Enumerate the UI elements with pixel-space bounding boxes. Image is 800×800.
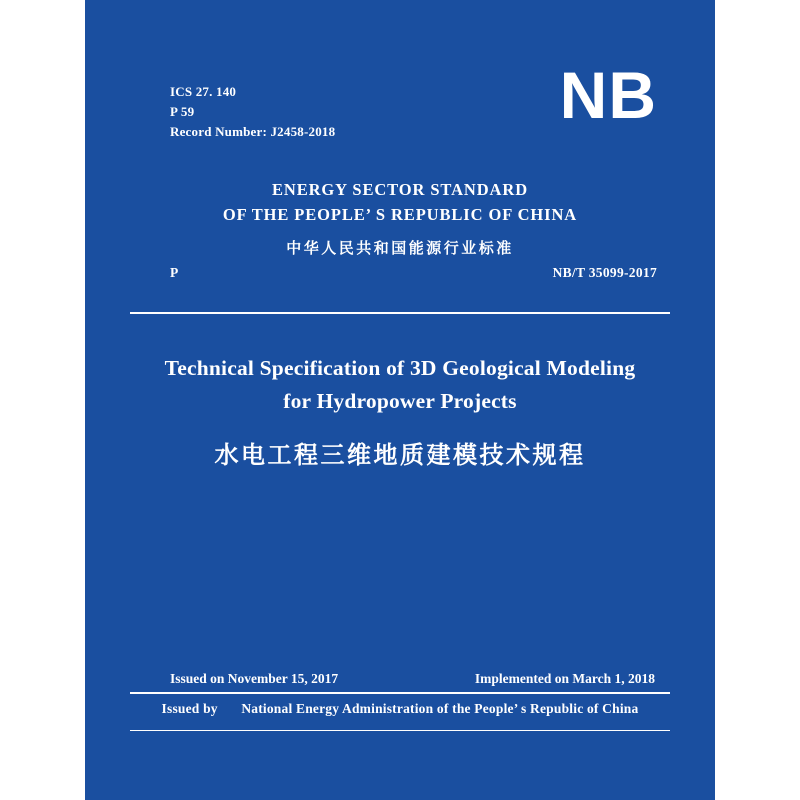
standard-code-row	[170, 265, 657, 281]
organization-line-en-1: ENERGY SECTOR STANDARD	[271, 180, 529, 199]
ics-number: ICS 27. 140	[170, 84, 237, 99]
title-en-line-1: Technical Specification of 3D Geological Modeling	[164, 356, 636, 380]
issued-date: Issued on November 15, 2017	[170, 671, 339, 686]
organization-line-cn: 中华人民共和国能源行业标准	[286, 238, 514, 257]
title-en-line-2: for Hydropower Projects	[283, 388, 517, 413]
issuer-name: National Energy Administration of the People’ s Republic of China	[241, 701, 639, 716]
standard-number: NB/T 35099-2017	[552, 265, 657, 280]
implemented-date: Implemented on March 1, 2018	[474, 671, 655, 686]
title-cn: 水电工程三维地质建模技术规程	[214, 441, 586, 470]
divider-top	[130, 312, 670, 314]
divider-bottom-1	[130, 692, 670, 694]
main-title-block	[125, 352, 675, 470]
organization-block	[85, 178, 715, 258]
classification-code: P 59	[170, 104, 195, 120]
category-letter: P	[170, 265, 179, 280]
identification-block	[170, 82, 335, 142]
standard-cover	[85, 0, 715, 800]
nb-logo: NB	[559, 58, 657, 132]
divider-bottom-2	[130, 730, 670, 731]
issuer-block	[85, 701, 715, 717]
issued-by-label: Issued by	[161, 701, 218, 716]
record-number: Record Number: J2458-2018	[170, 124, 336, 140]
dates-row	[170, 671, 655, 687]
organization-line-en-2: OF THE PEOPLE’ S REPUBLIC OF CHINA	[222, 204, 578, 224]
